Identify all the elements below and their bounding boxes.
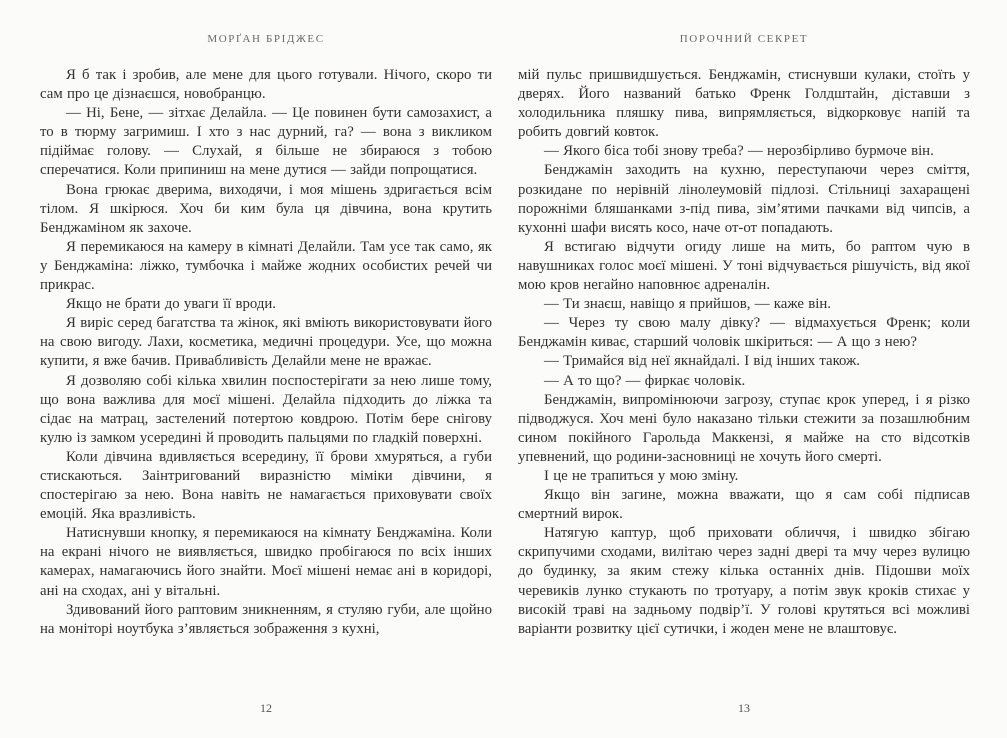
page-number-right: 13 (738, 701, 750, 715)
paragraph: Натиснувши кнопку, я перемикаюся на кімнату Бенджаміна. Коли на екрані нічого не виявляється, швидко пробігаюся по всіх інших камерах, намагаючись його знайти. Моєї мішені немає ані в коридорі, ані на сходах, ані у вітальні. (40, 525, 492, 599)
paragraph: Бенджамін заходить на кухню, переступаючи через сміття, розкидане по нерівній лінолеумовій підлозі. Стільниці захаращені порожніми бляшанками з-під пива, зім’ятими пачками від чипсів, а кухонні шафи висять косо, наче от-от попадають. (518, 162, 970, 236)
body-text-left (40, 66, 492, 683)
paragraph: — Тримайся від неї якнайдалі. І від інших також. (544, 353, 860, 370)
paragraph: Якщо він загине, можна вважати, що я сам собі підписав смертний вирок. (518, 487, 970, 523)
page-number-left: 12 (260, 701, 272, 715)
paragraph: Я перемикаюся на камеру в кімнаті Делайли. Там усе так само, як у Бенджаміна: ліжко, тумбочка і майже жодних особистих речей чи прикрас. (40, 238, 492, 294)
paragraph: Я виріс серед багатства та жінок, які вміють використовувати його на свою вигоду. Лахи, косметика, медичні процедури. Усе, що можна купити, я вже бачив. Привабливість Делайли мене не вражає. (40, 315, 492, 370)
body-text-right (518, 66, 970, 683)
paragraph: — Через ту свою малу дівку? — відмахується Френк; коли Бенджамін киває, старший чоловік шкіриться: — А що з нею? (518, 315, 970, 351)
paragraph: Якщо не брати до уваги її вроди. (66, 296, 276, 313)
paragraph: Я встигаю відчути огиду лише на мить, бо раптом чую в навушниках голос моєї мішені. У тоні відчувається рішучість, від якої мою кров негайно наповнює адреналін. (518, 238, 970, 294)
paragraph: — Ти знаєш, навіщо я прийшов, — каже він. (544, 296, 831, 313)
paragraph: Натягую каптур, щоб приховати обличчя, і швидко збігаю скрипучими сходами, вилітаю через задні двері та мчу через вулицю до будинку, за яким стежу кілька останніх днів. Підошви моїх черевиків лунко стукають по тротуару, а потім звук кроків стихає у високій траві на задньому подвір’ї. У голові крутяться всі можливі варіанти розвитку цієї сутички, і жоден мене не влаштовує. (518, 525, 970, 637)
running-header-left: МОРҐАН БРІДЖЕС (207, 33, 325, 45)
page-right (518, 0, 970, 738)
paragraph: Бенджамін, випромінюючи загрозу, ступає крок уперед, і я різко підводжуся. Хоч мені було наказано тільки стежити за позашлюбним сином покійного Гарольда Маккензі, я майже на сто відсотків упевнений, що родини-засновниці не хочуть його смерті. (518, 391, 970, 465)
paragraph: Я дозволяю собі кілька хвилин поспостерігати за нею лише тому, що вона важлива для моєї мішені. Делайла підходить до ліжка та сідає на матрац, застелений потертою ковдрою. Потім бере снігову кулю із замком усередині й проводить пальцями по гладкій поверхні. (40, 372, 492, 446)
paragraph: І це не трапиться у мою зміну. (544, 467, 739, 484)
paragraph: Я б так і зробив, але мене для цього готували. Нічого, скоро ти сам про це дізнаєшся, новобранцю. (40, 67, 492, 103)
paragraph: Здивований його раптовим зникненням, я стуляю губи, але щойно на моніторі ноутбука з’являється зображення з кухні, (40, 601, 492, 637)
paragraph: — Якого біса тобі знову треба? — нерозбірливо бурмоче він. (544, 143, 934, 160)
page-left (40, 0, 492, 738)
paragraph: Коли дівчина вдивляється всередину, її брови хмуряться, а губи стискаються. Заінтригований виразністю міміки дівчини, я спостерігаю за нею. Вона навіть не намагається приховувати своїх емоцій. Яка вразливість. (40, 448, 492, 523)
paragraph: — А то що? — фиркає чоловік. (544, 372, 746, 389)
paragraph: мій пульс пришвидшується. Бенджамін, стиснувши кулаки, стоїть у дверях. Його названий батько Френк Голдштайн, діставши з холодильника пляшку пива, випрямляється, відкорковує напій та робить довгий ковток. (518, 67, 970, 141)
paragraph: Вона грюкає дверима, виходячи, і моя мішень здригається всім тілом. Я шкірюся. Хоч би ким була ця дівчина, вона крутить Бенджаміном як захоче. (40, 181, 492, 236)
paragraph: — Ні, Бене, — зітхає Делайла. — Це повинен бути самозахист, а то в тюрму загримиш. І хто з нас дурний, га? — вона з викликом підіймає голову. — Слухай, я більше не збираюся з тобою сперечатися. Коли припиниш на мене дутися — зайди попрощатися. (40, 105, 492, 179)
running-header-right: ПОРОЧНИЙ СЕКРЕТ (679, 33, 809, 45)
